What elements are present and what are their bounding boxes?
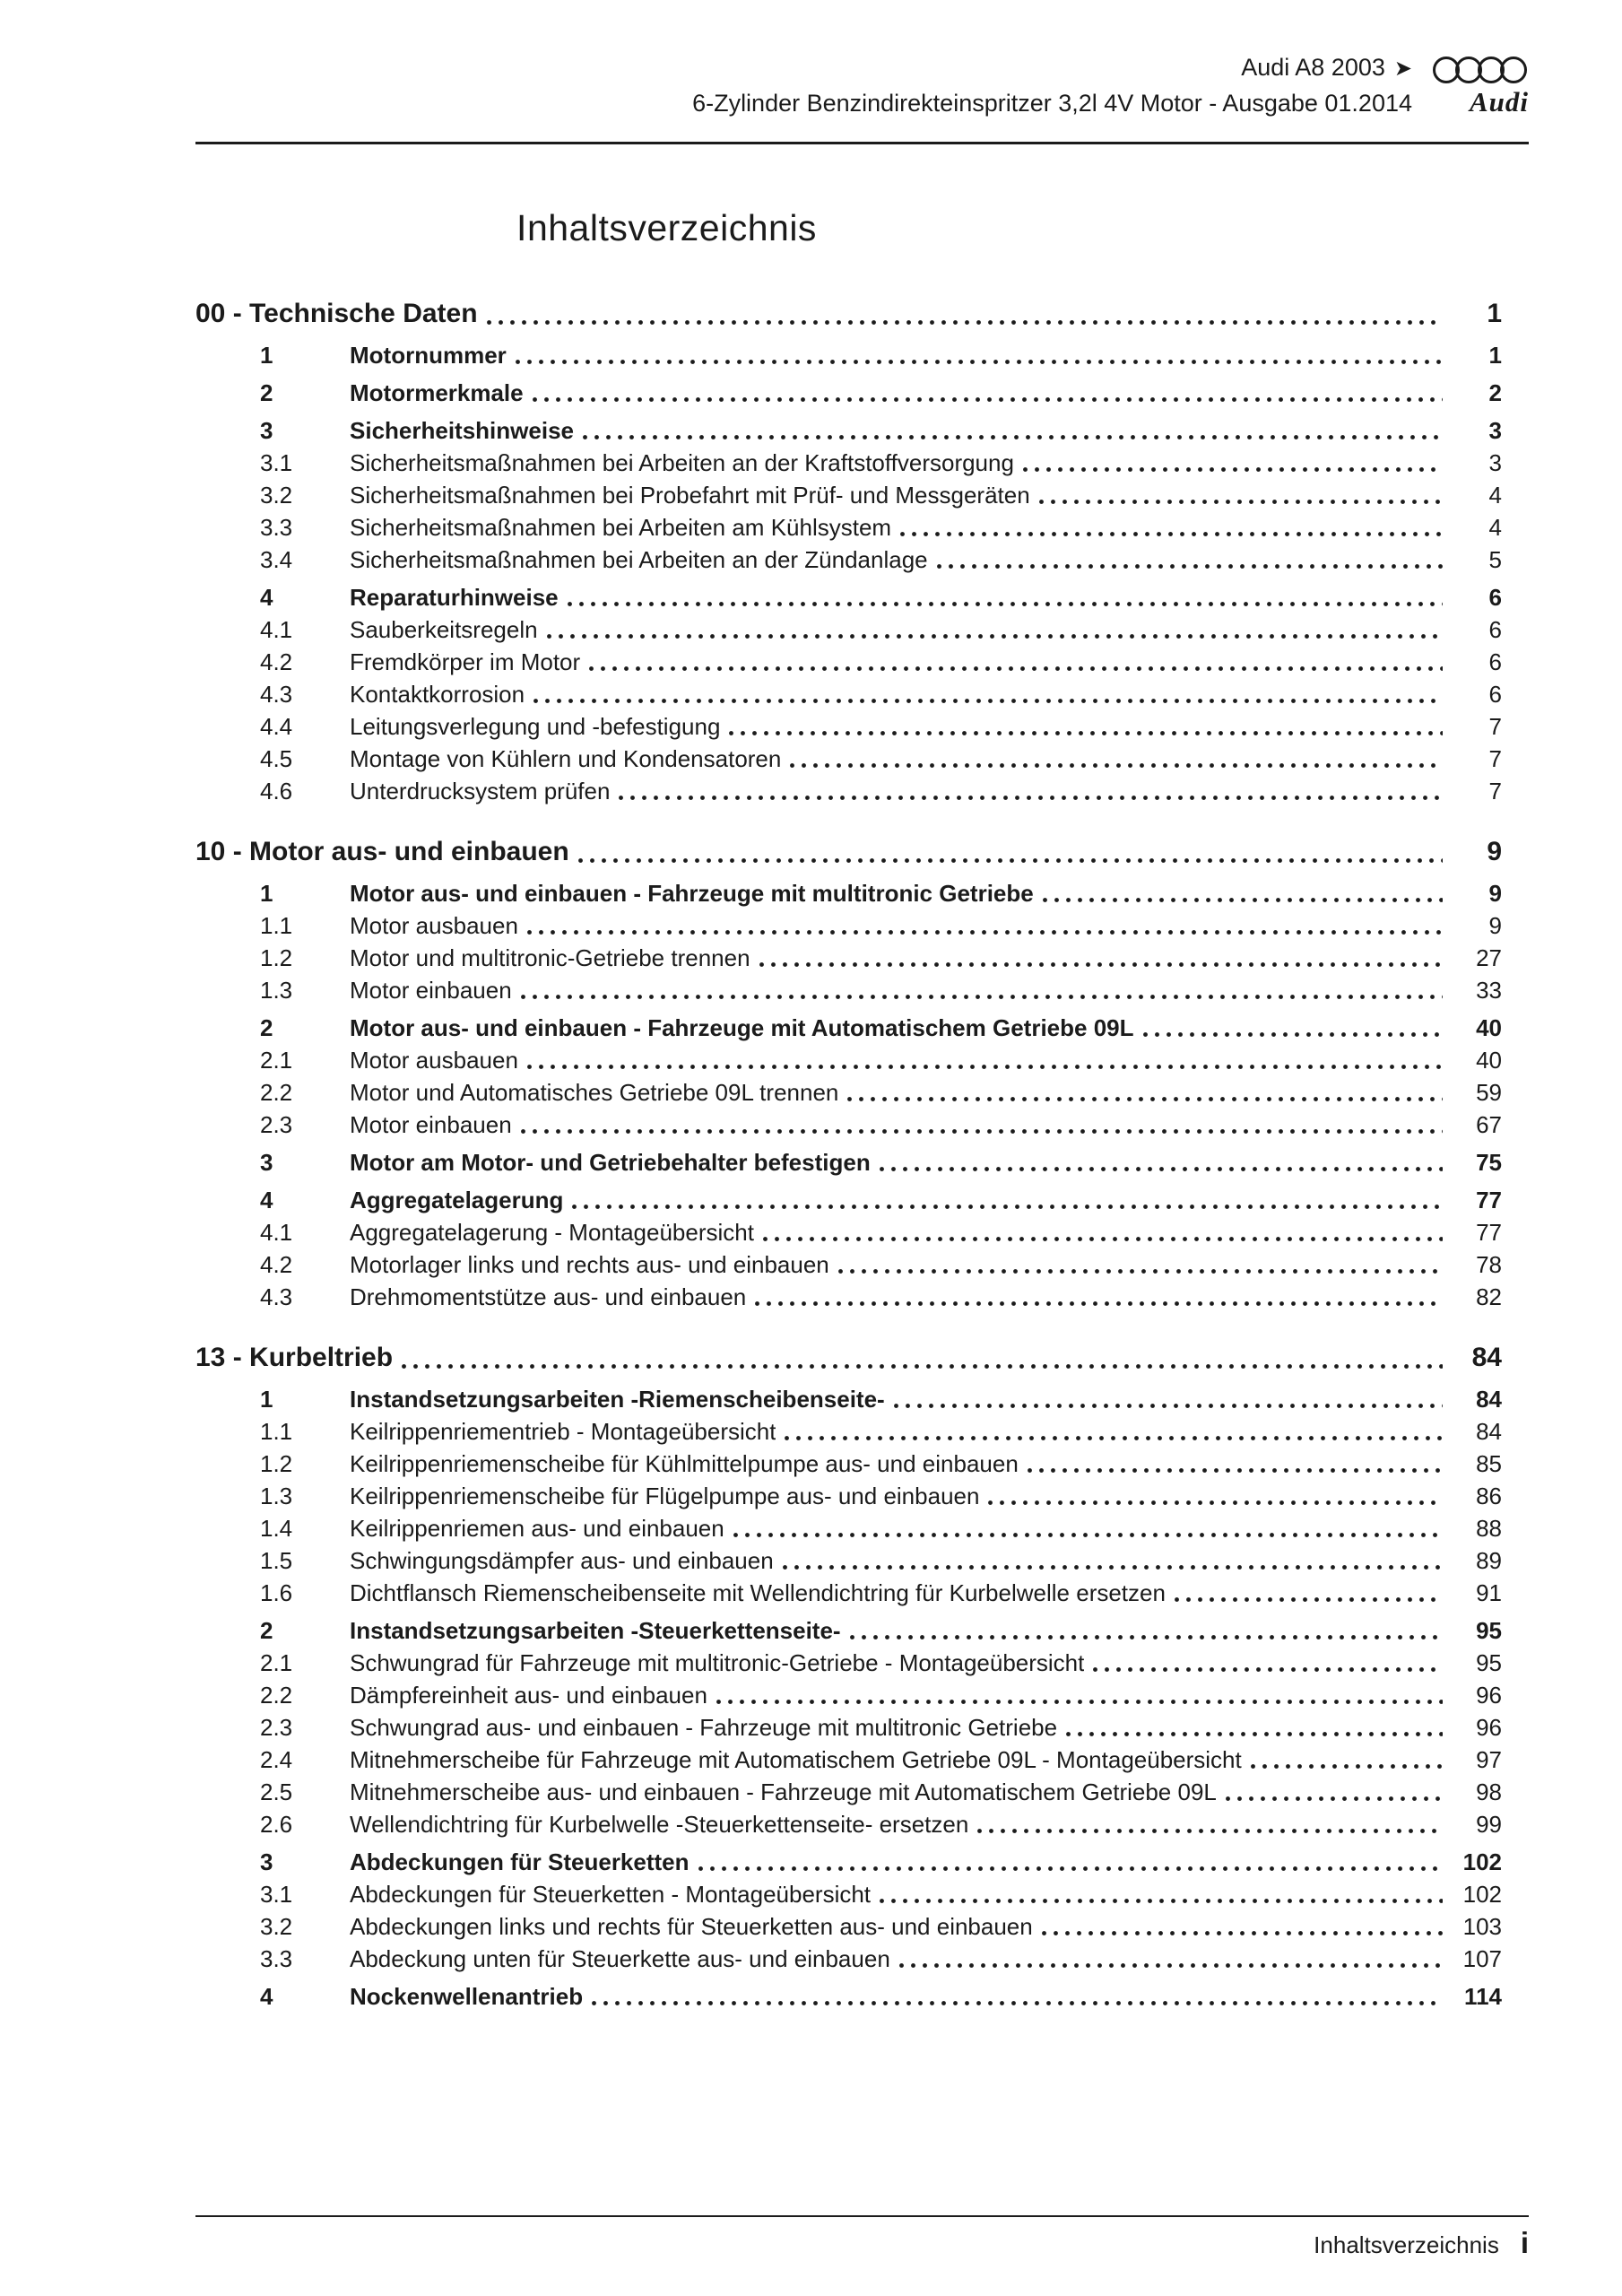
toc-chapter-page: 1 — [1487, 299, 1502, 328]
dot-leader — [1028, 1468, 1443, 1473]
toc-section-number: 1.4 — [260, 1515, 293, 1542]
toc-section-number: 3.4 — [260, 546, 293, 573]
toc-section-title: Motor ausbauen — [350, 912, 518, 939]
audi-rings-icon — [1432, 55, 1529, 85]
toc-section-number: 1.2 — [260, 944, 293, 971]
toc-section-title: Motor ausbauen — [350, 1047, 518, 1074]
toc-section-number: 2 — [260, 1014, 273, 1041]
toc-section-number: 2.2 — [260, 1079, 293, 1106]
header-model-line — [195, 50, 1412, 86]
toc-section-row — [195, 544, 1529, 576]
toc-section-title: Abdeckungen für Steuerketten - Montageübersicht — [350, 1881, 872, 1908]
toc-section-title: Drehmomentstütze aus- und einbauen — [350, 1283, 747, 1310]
toc-section-page: 82 — [1476, 1283, 1502, 1310]
toc-section-number: 4.1 — [260, 1219, 293, 1246]
dot-leader — [977, 1829, 1443, 1833]
dot-leader — [1066, 1732, 1443, 1736]
dot-leader — [763, 1237, 1443, 1241]
toc-section-row — [195, 942, 1529, 974]
toc-section-title: Sicherheitsmaßnahmen bei Probefahrt mit Prüf- und Messgeräten — [350, 482, 1030, 509]
toc-section-number: 2.3 — [260, 1111, 293, 1138]
toc-section-number: 3.3 — [260, 514, 293, 541]
toc-section-page: 85 — [1476, 1450, 1502, 1477]
dot-leader — [583, 435, 1443, 439]
toc-section-row — [195, 1808, 1529, 1840]
toc-section-page: 96 — [1476, 1682, 1502, 1709]
dot-leader — [988, 1500, 1443, 1505]
toc-section-title: Unterdrucksystem prüfen — [350, 778, 611, 804]
dot-leader — [937, 564, 1443, 569]
dot-leader — [1093, 1667, 1443, 1672]
toc-section-row — [195, 1448, 1529, 1480]
toc-section-page: 9 — [1488, 912, 1502, 939]
toc-section-page: 7 — [1488, 778, 1502, 804]
toc-section-number: 1.6 — [260, 1579, 293, 1606]
toc-section-page: 95 — [1476, 1617, 1502, 1644]
toc-section-title: Wellendichtring für Kurbelwelle -Steuerkettenseite- ersetzen — [350, 1811, 969, 1838]
dot-leader — [547, 634, 1443, 639]
toc-section-page: 6 — [1488, 616, 1502, 643]
toc-chapter-row — [195, 834, 1529, 870]
toc-section-number: 4.1 — [260, 616, 293, 643]
toc-section-row — [195, 1878, 1529, 1910]
toc-section-row — [195, 775, 1529, 807]
toc-section-number: 2.4 — [260, 1746, 293, 1773]
toc-section-row — [195, 479, 1529, 511]
toc-section-row — [195, 909, 1529, 942]
toc-section-row — [195, 1248, 1529, 1281]
toc-section-page: 3 — [1488, 449, 1502, 476]
toc-section-number: 2.2 — [260, 1682, 293, 1709]
dot-leader — [894, 1404, 1443, 1408]
toc-section-title: Reparaturhinweise — [350, 584, 559, 611]
toc-chapter-label: 10 - Motor aus- und einbauen — [195, 837, 569, 866]
toc-section-number: 4.6 — [260, 778, 293, 804]
dot-leader — [716, 1700, 1443, 1704]
header-model: Audi A8 2003 — [1241, 54, 1385, 81]
toc-section-row — [195, 377, 1529, 409]
toc-section-title: Abdeckungen links und rechts für Steuerketten aus- und einbauen — [350, 1913, 1033, 1940]
dot-leader — [899, 1963, 1443, 1968]
toc-section-number: 1 — [260, 880, 273, 907]
header-subtitle: 6-Zylinder Benzindirekteinspritzer 3,2l 4V Motor - Ausgabe 01.2014 — [692, 90, 1412, 117]
toc-section-page: 99 — [1476, 1811, 1502, 1838]
dot-leader — [900, 532, 1443, 536]
toc-section-row — [195, 1012, 1529, 1044]
dot-leader — [1143, 1032, 1444, 1037]
toc-section-number: 2.6 — [260, 1811, 293, 1838]
toc-section-number: 3 — [260, 1149, 273, 1176]
toc-section-title: Instandsetzungsarbeiten -Riemenscheibenseite- — [350, 1386, 885, 1413]
toc-section-page: 6 — [1488, 584, 1502, 611]
toc-section-row — [195, 1216, 1529, 1248]
toc-section-title: Sicherheitsmaßnahmen bei Arbeiten an der Zündanlage — [350, 546, 928, 573]
toc-chapter-row — [195, 1340, 1529, 1376]
toc-section-title: Aggregatelagerung — [350, 1187, 564, 1213]
toc-section-row — [195, 710, 1529, 743]
toc-section-row — [195, 1846, 1529, 1878]
dot-leader — [527, 1065, 1443, 1069]
toc-section-page: 40 — [1476, 1014, 1502, 1041]
toc-section-title: Motor am Motor- und Getriebehalter befestigen — [350, 1149, 871, 1176]
toc-section-row — [195, 1512, 1529, 1544]
toc-section-number: 1.1 — [260, 1418, 293, 1445]
toc-section-title: Keilrippenriemen aus- und einbauen — [350, 1515, 724, 1542]
toc-section-title: Motor und multitronic-Getriebe trennen — [350, 944, 750, 971]
toc-section-title: Sicherheitshinweise — [350, 417, 574, 444]
header-text — [195, 50, 1412, 120]
dot-leader — [759, 962, 1443, 967]
toc-section-row — [195, 1776, 1529, 1808]
toc-section-row — [195, 1146, 1529, 1178]
toc-section-page: 86 — [1476, 1483, 1502, 1509]
toc-section-title: Dichtflansch Riemenscheibenseite mit Wellendichtring für Kurbelwelle ersetzen — [350, 1579, 1166, 1606]
dot-leader — [1251, 1764, 1443, 1769]
toc-section-row — [195, 1383, 1529, 1415]
dot-leader — [521, 1129, 1443, 1134]
dot-leader — [533, 397, 1443, 402]
dot-leader — [619, 796, 1443, 800]
dot-leader — [729, 731, 1443, 735]
toc-section-title: Instandsetzungsarbeiten -Steuerkettenseite- — [350, 1617, 841, 1644]
toc-section-page: 4 — [1488, 482, 1502, 509]
toc-section-number: 3 — [260, 417, 273, 444]
dot-leader — [1175, 1597, 1443, 1602]
toc-section-row — [195, 1076, 1529, 1109]
toc-section-number: 4 — [260, 1187, 273, 1213]
toc-section-number: 1.2 — [260, 1450, 293, 1477]
dot-leader — [790, 763, 1443, 768]
toc-section-page: 97 — [1476, 1746, 1502, 1773]
dot-leader — [402, 1364, 1443, 1369]
toc-section-title: Leitungsverlegung und -befestigung — [350, 713, 721, 740]
toc-section-row — [195, 1614, 1529, 1647]
toc-chapter-label: 00 - Technische Daten — [195, 299, 478, 328]
toc-section-row — [195, 743, 1529, 775]
toc-section-number: 1.3 — [260, 1483, 293, 1509]
toc-section-row — [195, 511, 1529, 544]
toc-chapter-block — [195, 296, 1529, 807]
toc-section-row — [195, 339, 1529, 371]
toc-section-row — [195, 1980, 1529, 2013]
toc-section-title: Motornummer — [350, 342, 507, 369]
toc-section-page: 67 — [1476, 1111, 1502, 1138]
toc-section-page: 107 — [1462, 1945, 1502, 1972]
toc-section-title: Keilrippenriemenscheibe für Kühlmittelpumpe aus- und einbauen — [350, 1450, 1019, 1477]
toc-section-title: Abdeckung unten für Steuerkette aus- und einbauen — [350, 1945, 890, 1972]
toc-chapter-label: 13 - Kurbeltrieb — [195, 1343, 394, 1372]
toc-section-row — [195, 1577, 1529, 1609]
toc-section-row — [195, 1910, 1529, 1943]
toc-section-number: 3.3 — [260, 1945, 293, 1972]
toc-section-page: 95 — [1476, 1649, 1502, 1676]
dot-leader — [847, 1097, 1443, 1101]
toc-section-page: 6 — [1488, 648, 1502, 675]
toc-section-row — [195, 1744, 1529, 1776]
toc-section-row — [195, 1044, 1529, 1076]
toc-section-page: 91 — [1476, 1579, 1502, 1606]
toc-section-page: 103 — [1462, 1913, 1502, 1940]
toc-section-title: Sauberkeitsregeln — [350, 616, 538, 643]
toc-chapter-block — [195, 834, 1529, 1313]
toc-chapter-page: 9 — [1487, 837, 1502, 866]
toc-section-number: 2.1 — [260, 1047, 293, 1074]
toc-section-page: 98 — [1476, 1779, 1502, 1805]
toc-section-number: 2.1 — [260, 1649, 293, 1676]
toc-section-row — [195, 877, 1529, 909]
toc-section-page: 114 — [1464, 1983, 1502, 2010]
toc-section-row — [195, 678, 1529, 710]
toc-section-row — [195, 414, 1529, 447]
toc-section-row — [195, 1679, 1529, 1711]
toc-section-row — [195, 646, 1529, 678]
toc-section-title: Dämpfereinheit aus- und einbauen — [350, 1682, 707, 1709]
toc-section-number: 3.2 — [260, 1913, 293, 1940]
dot-leader — [527, 930, 1443, 935]
toc-section-number: 3.2 — [260, 482, 293, 509]
toc-section-number: 4.2 — [260, 648, 293, 675]
toc-section-title: Motor und Automatisches Getriebe 09L trennen — [350, 1079, 839, 1106]
toc-section-number: 4.4 — [260, 713, 293, 740]
toc-section-page: 6 — [1488, 681, 1502, 708]
toc-section-number: 3.1 — [260, 449, 293, 476]
toc-section-row — [195, 1711, 1529, 1744]
dot-leader — [698, 1866, 1443, 1871]
toc-section-title: Schwungrad aus- und einbauen - Fahrzeuge mit multitronic Getriebe — [350, 1714, 1058, 1741]
toc-section-number: 1.3 — [260, 977, 293, 1004]
dot-leader — [568, 602, 1443, 606]
toc-section-row — [195, 1943, 1529, 1975]
toc-section-page: 4 — [1488, 514, 1502, 541]
toc-section-page: 9 — [1488, 880, 1502, 907]
toc-section-page: 75 — [1476, 1149, 1502, 1176]
toc-section-number: 4 — [260, 1983, 273, 2010]
toc-section-title: Motor einbauen — [350, 1111, 512, 1138]
dot-leader — [578, 858, 1443, 863]
toc-section-number: 1.5 — [260, 1547, 293, 1574]
toc-section-title: Nockenwellenantrieb — [350, 1983, 584, 2010]
dot-leader — [521, 995, 1443, 999]
toc-section-title: Schwingungsdämpfer aus- und einbauen — [350, 1547, 774, 1574]
toc-section-row — [195, 1415, 1529, 1448]
toc-section-title: Sicherheitsmaßnahmen bei Arbeiten am Kühlsystem — [350, 514, 892, 541]
toc-section-number: 4.3 — [260, 681, 293, 708]
toc-chapter-row — [195, 296, 1529, 332]
toc-section-page: 102 — [1462, 1848, 1502, 1875]
toc-section-number: 4.3 — [260, 1283, 293, 1310]
toc-section-title: Motor aus- und einbauen - Fahrzeuge mit multitronic Getriebe — [350, 880, 1034, 907]
toc-section-page: 3 — [1488, 417, 1502, 444]
toc-section-row — [195, 1109, 1529, 1141]
dot-leader — [1042, 1931, 1443, 1935]
toc-section-page: 5 — [1488, 546, 1502, 573]
toc-section-row — [195, 974, 1529, 1006]
header-divider — [195, 142, 1529, 144]
dot-leader — [880, 1167, 1443, 1171]
dot-leader — [733, 1533, 1443, 1537]
toc-section-title: Montage von Kühlern und Kondensatoren — [350, 745, 782, 772]
toc-section-page: 102 — [1462, 1881, 1502, 1908]
page-title: Inhaltsverzeichnis — [516, 207, 817, 248]
toc-section-row — [195, 1480, 1529, 1512]
dot-leader — [487, 320, 1443, 325]
toc-section-number: 3 — [260, 1848, 273, 1875]
toc-section-page: 84 — [1476, 1418, 1502, 1445]
toc-section-title: Kontaktkorrosion — [350, 681, 525, 708]
footer-page-number: i — [1520, 2226, 1529, 2259]
toc-section-number: 2 — [260, 379, 273, 406]
toc-section-number: 2 — [260, 1617, 273, 1644]
footer-divider — [195, 2215, 1529, 2217]
audi-brand — [1432, 50, 1529, 119]
toc-section-page: 1 — [1488, 342, 1502, 369]
toc-section-number: 1 — [260, 1386, 273, 1413]
toc-section-number: 2.3 — [260, 1714, 293, 1741]
toc-section-page: 96 — [1476, 1714, 1502, 1741]
toc-section-row — [195, 581, 1529, 613]
dot-leader — [838, 1269, 1443, 1274]
dot-leader — [589, 666, 1443, 671]
dot-leader — [1043, 898, 1443, 902]
toc-section-title: Keilrippenriemenscheibe für Flügelpumpe aus- und einbauen — [350, 1483, 980, 1509]
toc-section-page: 59 — [1476, 1079, 1502, 1106]
toc-section-number: 3.1 — [260, 1881, 293, 1908]
toc-section-page: 77 — [1476, 1219, 1502, 1246]
toc-section-row — [195, 1544, 1529, 1577]
dot-leader — [1039, 500, 1443, 504]
toc-section-page: 7 — [1488, 745, 1502, 772]
toc-section-page: 2 — [1488, 379, 1502, 406]
toc-section-page: 78 — [1476, 1251, 1502, 1278]
toc-section-page: 33 — [1476, 977, 1502, 1004]
dot-leader — [1226, 1796, 1443, 1801]
toc-section-title: Motor einbauen — [350, 977, 512, 1004]
dot-leader — [516, 360, 1443, 364]
toc-chapter-block — [195, 1340, 1529, 2013]
toc-chapter-page: 84 — [1471, 1343, 1502, 1372]
toc-section-title: Aggregatelagerung - Montageübersicht — [350, 1219, 754, 1246]
toc — [195, 296, 1529, 2013]
toc-section-title: Fremdkörper im Motor — [350, 648, 581, 675]
toc-section-title: Mitnehmerscheibe für Fahrzeuge mit Automatischem Getriebe 09L - Montageübersicht — [350, 1746, 1242, 1773]
toc-section-number: 1 — [260, 342, 273, 369]
toc-section-title: Motor aus- und einbauen - Fahrzeuge mit Automatischem Getriebe 09L — [350, 1014, 1134, 1041]
dot-leader — [783, 1565, 1443, 1570]
dot-leader — [880, 1899, 1443, 1903]
toc-section-number: 4 — [260, 584, 273, 611]
toc-section-row — [195, 1647, 1529, 1679]
toc-section-page: 27 — [1476, 944, 1502, 971]
toc-section-number: 1.1 — [260, 912, 293, 939]
toc-section-page: 40 — [1476, 1047, 1502, 1074]
toc-section-title: Mitnehmerscheibe aus- und einbauen - Fahrzeuge mit Automatischem Getriebe 09L — [350, 1779, 1217, 1805]
toc-section-number: 2.5 — [260, 1779, 293, 1805]
toc-section-row — [195, 447, 1529, 479]
toc-section-title: Keilrippenriementrieb - Montageübersicht — [350, 1418, 776, 1445]
toc-section-title: Sicherheitsmaßnahmen bei Arbeiten an der Kraftstoffversorgung — [350, 449, 1014, 476]
footer-label: Inhaltsverzeichnis — [1314, 2231, 1499, 2258]
toc-section-title: Abdeckungen für Steuerketten — [350, 1848, 690, 1875]
toc-section-row — [195, 613, 1529, 646]
toc-section-page: 84 — [1476, 1386, 1502, 1413]
toc-section-title: Schwungrad für Fahrzeuge mit multitronic-Getriebe - Montageübersicht — [350, 1649, 1085, 1676]
toc-section-number: 4.5 — [260, 745, 293, 772]
dot-leader — [850, 1635, 1443, 1639]
dot-leader — [592, 2001, 1443, 2005]
toc-section-page: 77 — [1476, 1187, 1502, 1213]
footer — [195, 2215, 1529, 2260]
dot-leader — [572, 1205, 1443, 1209]
audi-wordmark: Audi — [1469, 86, 1529, 117]
toc-section-row — [195, 1281, 1529, 1313]
toc-section-title: Motorlager links und rechts aus- und einbauen — [350, 1251, 829, 1278]
dot-leader — [533, 699, 1443, 703]
header — [195, 0, 1529, 144]
dot-leader — [1023, 467, 1443, 472]
dot-leader — [785, 1436, 1443, 1440]
toc-section-title: Motormerkmale — [350, 379, 524, 406]
toc-section-row — [195, 1184, 1529, 1216]
toc-section-page: 89 — [1476, 1547, 1502, 1574]
toc-section-number: 4.2 — [260, 1251, 293, 1278]
arrow-right-icon: ➤ — [1393, 57, 1412, 81]
toc-section-page: 88 — [1476, 1515, 1502, 1542]
dot-leader — [755, 1301, 1443, 1306]
toc-section-page: 7 — [1488, 713, 1502, 740]
